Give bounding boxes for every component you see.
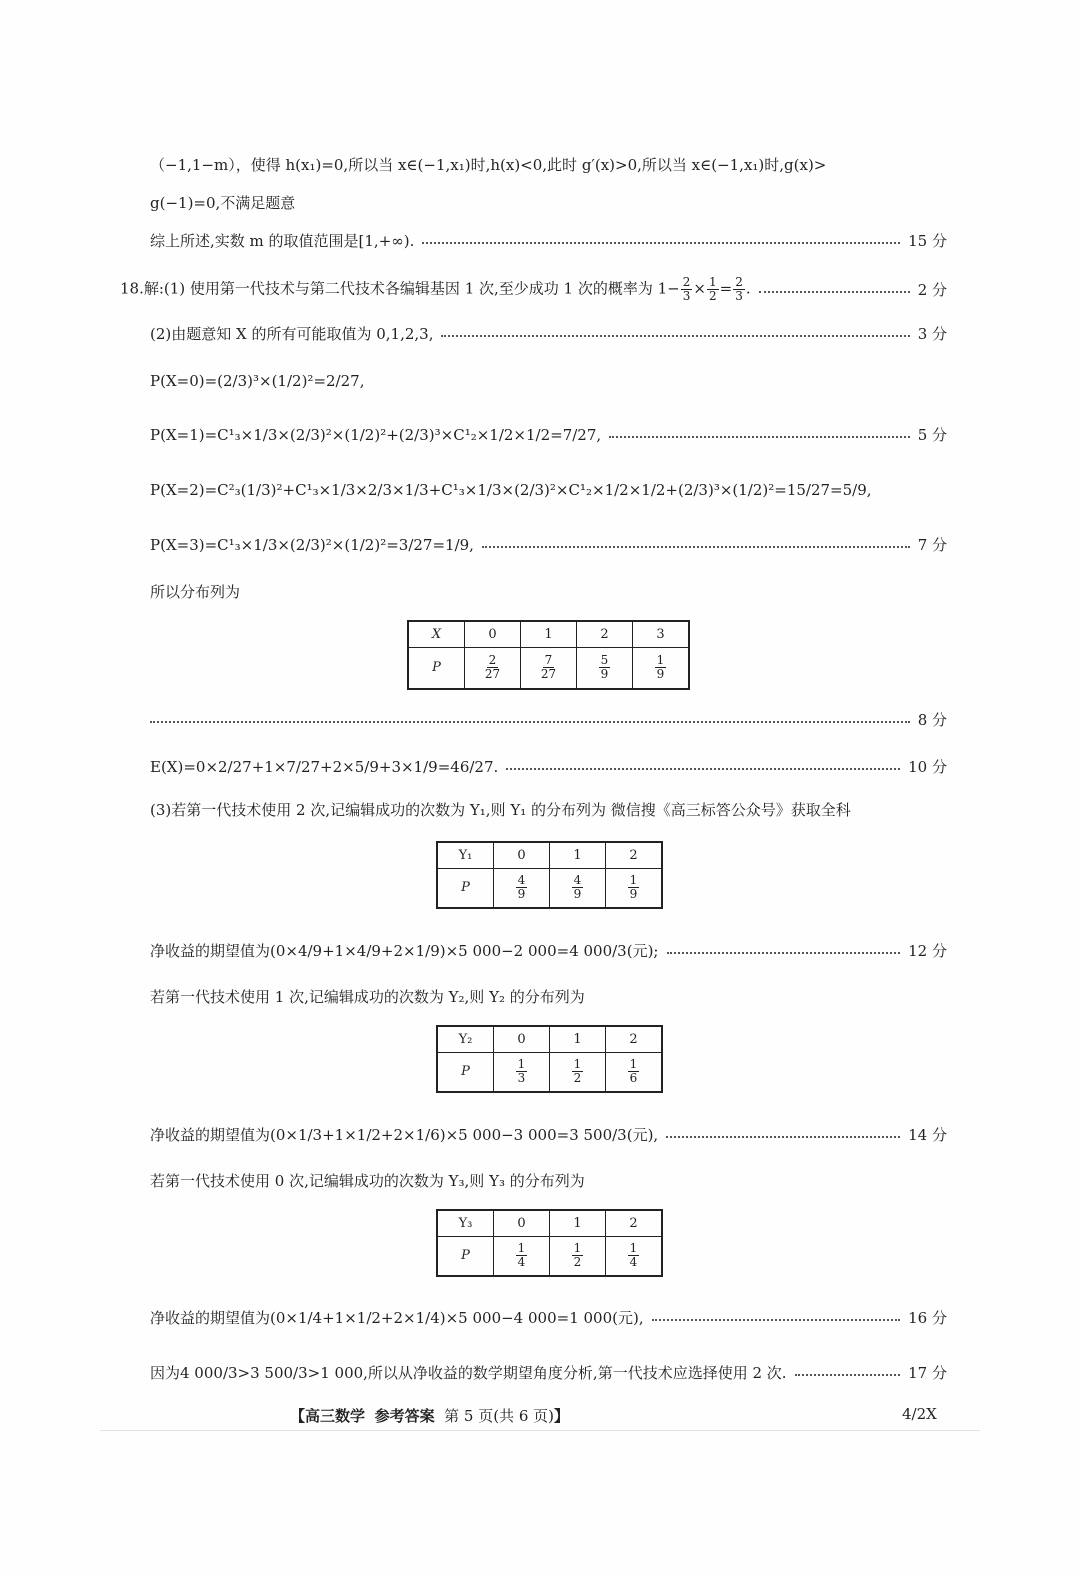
table-header-x: X	[408, 621, 465, 647]
final-conclusion: 因为4 000/3>3 500/3>1 000,所以从净收益的数学期望角度分析,第一代技术应选择使用 2 次.	[150, 1364, 787, 1382]
continuation-line-1	[150, 154, 947, 176]
if0-line	[150, 1170, 947, 1192]
leader-dots	[667, 952, 901, 954]
q18-part2-text: (2)由题意知 X 的所有可能取值为 0,1,2,3,	[150, 325, 434, 343]
q18-part1-text: 18.解:(1) 使用第一代技术与第二代技术各编辑基因 1 次,至少成功 1 次的概率为 1− $\frac{2}{3}$ × $\frac{1}{2}$ = $\frac{2}{3}$ .	[120, 275, 751, 303]
table-cell: 2	[606, 1026, 663, 1052]
table-cell: 0	[465, 621, 521, 647]
distribution-table-y2	[436, 1025, 663, 1093]
leader-dots	[759, 291, 910, 293]
leader-dots	[506, 768, 900, 770]
table-cell: 1	[550, 842, 606, 868]
score-8: 8 分	[917, 711, 947, 729]
table-cell: $\frac{7}{27}$	[521, 647, 577, 689]
q18-part1-line	[120, 276, 947, 303]
continuation-text-2: g(−1)=0,不满足题意	[150, 194, 296, 212]
score-15: 15 分	[908, 232, 947, 250]
if1-text: 若第一代技术使用 1 次,记编辑成功的次数为 Y₂,则 Y₂ 的分布列为	[150, 988, 585, 1006]
wechat-note: 微信搜《高三标答公众号》获取全科	[610, 801, 851, 819]
if1-line	[150, 986, 947, 1008]
net-expectation-1: 净收益的期望值为(0×4/9+1×4/9+2×1/9)×5 000−2 000=4 000/3(元);	[150, 942, 659, 960]
footer-page: 第 5 页(共 6 页)	[444, 1407, 555, 1425]
table-cell: $\frac{1}{4}$	[606, 1236, 663, 1276]
score-7: 7 分	[917, 536, 947, 554]
score-10: 10 分	[908, 758, 947, 776]
table-cell: $\frac{4}{9}$	[550, 868, 606, 908]
distribution-table-y1	[436, 841, 663, 909]
distribution-table-x	[407, 620, 690, 690]
table-cell: 0	[494, 1026, 550, 1052]
score-14: 14 分	[908, 1126, 947, 1144]
leader-dots	[609, 436, 910, 438]
px3-line	[150, 534, 947, 556]
leader-dots	[422, 242, 900, 244]
net-expectation-3: 净收益的期望值为(0×1/4+1×1/2+2×1/4)×5 000−4 000=1 000(元),	[150, 1309, 644, 1327]
fraction: $\frac{1}{2}$	[708, 275, 717, 303]
table-cell: $\frac{1}{6}$	[606, 1052, 663, 1092]
px3-formula: P(X=3)=C¹₃×1/3×(2/3)²×(1/2)²=3/27=1/9,	[150, 536, 474, 554]
leader-dots	[482, 546, 910, 548]
summary-text: 综上所述,实数 m 的取值范围是[1,+∞).	[150, 232, 415, 250]
footer-divider	[100, 1430, 980, 1431]
table-header-p: P	[437, 1052, 494, 1092]
table-cell: $\frac{2}{27}$	[465, 647, 521, 689]
leader-dots	[795, 1374, 901, 1376]
score-2: 2 分	[917, 280, 947, 299]
leader-dots	[441, 335, 909, 337]
px0-line	[150, 370, 947, 392]
px0-formula: P(X=0)=(2/3)³×(1/2)²=2/27,	[150, 372, 365, 390]
final-line	[150, 1362, 947, 1384]
leader-dots	[150, 721, 910, 723]
score-16: 16 分	[908, 1309, 947, 1327]
table-cell: 0	[494, 1210, 550, 1236]
px1-line	[150, 424, 947, 446]
score-17: 17 分	[908, 1364, 947, 1382]
table-header-y3: Y₃	[437, 1210, 494, 1236]
table-cell: $\frac{1}{2}$	[550, 1236, 606, 1276]
table-cell: 2	[606, 1210, 663, 1236]
table-cell: 2	[606, 842, 663, 868]
px1-formula: P(X=1)=C¹₃×1/3×(2/3)²×(1/2)²+(2/3)³×C¹₂×1/2×1/2=7/27,	[150, 426, 602, 444]
net2-line	[150, 1124, 947, 1146]
table-header-p: P	[408, 647, 465, 689]
table-cell: 0	[494, 842, 550, 868]
q18-part2-line	[150, 323, 947, 345]
dist-label: 所以分布列为	[150, 583, 241, 601]
fraction: $\frac{2}{3}$	[682, 275, 691, 303]
table-cell: 2	[577, 621, 633, 647]
table-cell: 3	[633, 621, 690, 647]
px2-line	[150, 479, 870, 501]
ex-line	[150, 756, 947, 778]
table-header-y2: Y₂	[437, 1026, 494, 1052]
table-cell: $\frac{1}{3}$	[494, 1052, 550, 1092]
table-cell: 1	[550, 1210, 606, 1236]
table-cell: $\frac{1}{9}$	[606, 868, 663, 908]
distribution-table-y3	[436, 1209, 663, 1277]
table-cell: $\frac{1}{2}$	[550, 1052, 606, 1092]
leader-dots	[652, 1319, 901, 1321]
score-5: 5 分	[917, 426, 947, 444]
expectation-formula: E(X)=0×2/27+1×7/27+2×5/9+3×1/9=46/27.	[150, 758, 499, 776]
table-cell: $\frac{1}{4}$	[494, 1236, 550, 1276]
net-expectation-2: 净收益的期望值为(0×1/3+1×1/2+2×1/6)×5 000−3 000=3 500/3(元),	[150, 1126, 659, 1144]
score-12: 12 分	[908, 942, 947, 960]
table-header-p: P	[437, 868, 494, 908]
table-cell: $\frac{1}{9}$	[633, 647, 690, 689]
table-cell: 1	[521, 621, 577, 647]
score8-line	[150, 709, 947, 731]
q18-part3-line	[150, 799, 910, 821]
dist-label-line	[150, 581, 947, 603]
table-cell: 1	[550, 1026, 606, 1052]
if0-text: 若第一代技术使用 0 次,记编辑成功的次数为 Y₃,则 Y₃ 的分布列为	[150, 1172, 585, 1190]
table-cell: $\frac{4}{9}$	[494, 868, 550, 908]
table-header-p: P	[437, 1236, 494, 1276]
continuation-line-2	[150, 192, 947, 214]
q18-part3-text: (3)若第一代技术使用 2 次,记编辑成功的次数为 Y₁,则 Y₁ 的分布列为	[150, 801, 607, 819]
leader-dots	[666, 1136, 900, 1138]
net1-line	[150, 940, 947, 962]
table-cell: $\frac{5}{9}$	[577, 647, 633, 689]
net3-line	[150, 1307, 947, 1329]
page-footer: 【高三数学 参考答案 第 5 页(共 6 页)】	[290, 1407, 570, 1425]
score-3: 3 分	[917, 325, 947, 343]
table-header-y1: Y₁	[437, 842, 494, 868]
summary-line	[150, 230, 947, 252]
fraction: $\frac{2}{3}$	[735, 275, 743, 303]
px2-formula: P(X=2)=C²₃(1/3)²+C¹₃×1/3×2/3×1/3+C¹₃×1/3×(2/3)²×C¹₂×1/2×1/2+(2/3)³×(1/2)²=15/27=5/9,	[150, 481, 872, 499]
footer-answer: 参考答案	[374, 1407, 435, 1425]
footer-code: 4/2X	[902, 1405, 937, 1423]
continuation-text-1: （−1,1−m），使得 h(x₁)=0,所以当 x∈(−1,x₁)时,h(x)<0,此时 g′(x)>0,所以当 x∈(−1,x₁)时,g(x)>	[150, 156, 827, 174]
footer-subject: 高三数学	[305, 1407, 366, 1425]
